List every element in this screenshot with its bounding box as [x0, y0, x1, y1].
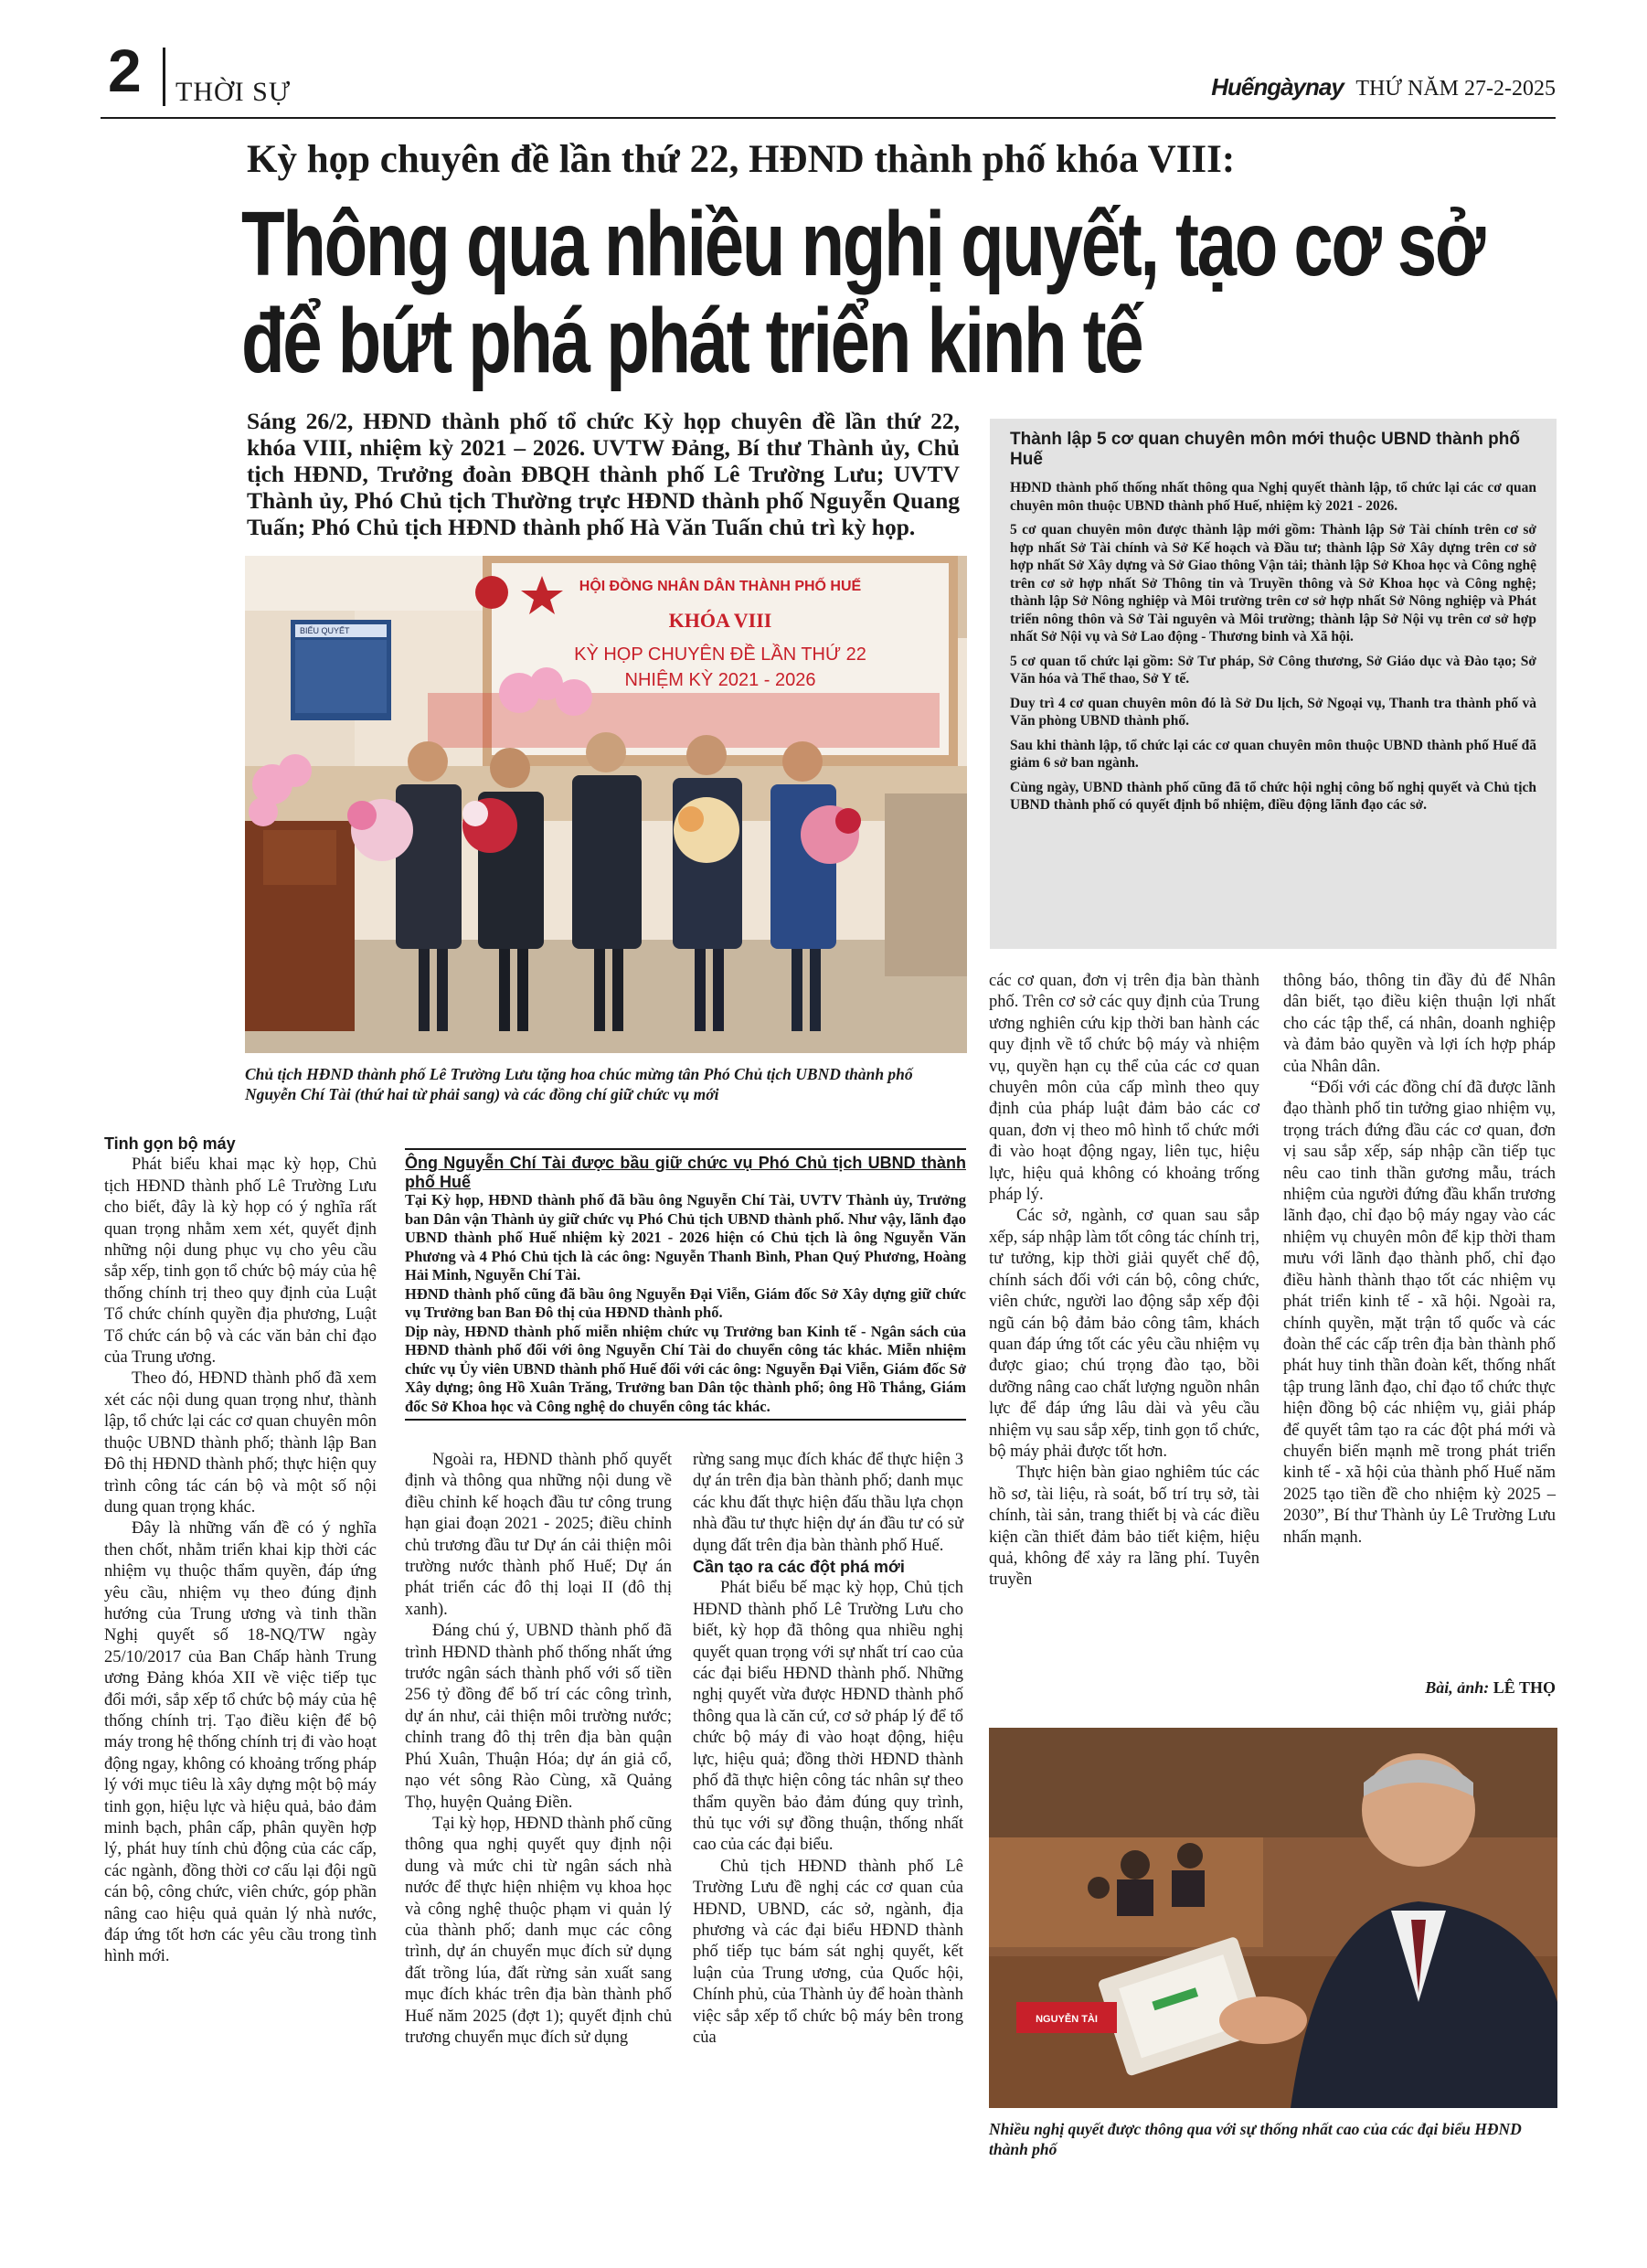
delegate-photo-illustration — [989, 1728, 1557, 2108]
board-line-4: NHIỆM KỲ 2021 - 2026 — [624, 670, 816, 690]
body-paragraph: Ngoài ra, HĐND thành phố quyết định và thông qua những nội dung về điều chỉnh kế hoạch đầu tư công trung hạn giai đoạn 2021 - 2025; điều chỉnh chủ trương đầu tư Dự án cải thiện môi trường nước thành phố Huế; Dự án phát triển các đô thị loại II (đô thị xanh). — [405, 1451, 672, 1619]
byline-author: LÊ THỌ — [1493, 1678, 1556, 1697]
screen-title: BIỂU QUYẾT — [300, 626, 350, 635]
masthead-right — [1211, 73, 1556, 101]
headline-line-2: để bứt phá phát triển kinh tế — [241, 290, 1142, 392]
sidebar-paragraph: 5 cơ quan tổ chức lại gồm: Sở Tư pháp, Sở Công thương, Sở Giáo dục và Đào tạo; Sở Văn hóa và Thể thao, Sở Y tế. — [1010, 653, 1536, 687]
sidebar-paragraph: 5 cơ quan chuyên môn được thành lập mới gồm: Thành lập Sở Tài chính trên cơ sở hợp nhất Sở Tài chính và Sở Kế hoạch và Đầu tư; thành lập Sở Xây dựng trên cơ sở hợp nhất Sở Xây dựng và Sở Giao thông Vận tải; thành lập Sở Khoa học và Công nghệ trên cơ sở hợp nhất Sở Thông tin và Truyền thông và Sở Khoa học và Công nghệ; thành lập Sở Nông nghiệp và Môi trường trên cơ sở hợp nhất Sở Nông nghiệp và Phát triển nông thôn và Sở Tài nguyên và Môi trường; thành lập Sở Nội vụ trên cơ sở hợp nhất Sở Nội vụ và Sở Lao động - Thương binh và Xã hội. — [1010, 522, 1536, 644]
sidebar-paragraph: HĐND thành phố thống nhất thông qua Nghị quyết thành lập, tổ chức lại các cơ quan chuyên môn thuộc UBND thành phố Huế, nhiệm kỳ 2021 - 2026. — [1010, 480, 1536, 514]
body-paragraph: Chủ tịch HĐND thành phố Lê Trường Lưu đề nghị các cơ quan của HĐND, UBND, các sở, ngành, địa phương và các đại biểu HĐND thành phố tiếp tục bám sát nghị quyết, kết luận của Trung ương, của Quốc hội, Chính phủ, của Thành ủy để hoàn thành việc sắp xếp tổ chức bộ máy bên trong của — [693, 1857, 963, 2047]
photo-caption-2: Nhiều nghị quyết được thông qua với sự thống nhất cao của các đại biểu HĐND thành phố — [989, 2120, 1522, 2158]
brand-logo: Huếngàynay — [1211, 73, 1344, 101]
page-number: 2 — [108, 37, 142, 104]
column-2 — [405, 1450, 672, 2049]
delegate-photo — [989, 1728, 1557, 2108]
boxout-top-rule — [405, 1148, 966, 1150]
column-1 — [104, 1134, 377, 1968]
board-line-3: KỲ HỌP CHUYÊN ĐỀ LẦN THỨ 22 — [574, 644, 866, 665]
body-paragraph: Đây là những vấn đề có ý nghĩa then chốt, nhằm triển khai kịp thời các nhiệm vụ thuộc thẩm quyền, đáp ứng yêu cầu, nhiệm vụ theo đúng định hướng của Trung ương và tinh thần Nghị quyết số 18-NQ/TW ngày 25/10/2017 của Ban Chấp hành Trung ương Đảng khóa XII về việc tiếp tục đổi mới, sắp xếp tổ chức bộ máy của hệ thống chính trị. Tạo điều kiện để bộ máy trong hệ thống chính trị đi vào hoạt động ngay, không có khoảng trống pháp lý với mục tiêu là xây dựng một bộ máy tinh gọn, hiệu lực và hiệu quả, bảo đảm minh bạch, phân cấp, phân quyền hợp lý, phát huy tính chủ động của các cấp, các ngành, đồng thời cơ cấu lại đội ngũ cán bộ, công chức, viên chức, góp phần nâng cao hiệu quả quản lý nhà nước, đáp ứng tốt hơn các yêu cầu trong tình hình mới. — [104, 1519, 377, 1966]
body-paragraph: Thực hiện bàn giao nghiêm túc các hồ sơ, tài liệu, rà soát, bố trí trụ sở, tài chính, tài sản, trang thiết bị và các điều kiện cần thiết đảm bảo tiết kiệm, hiệu quả, không để xảy ra lãng phí. Tuyên truyền — [989, 1464, 1259, 1590]
boxout-paragraph: HĐND thành phố cũng đã bầu ông Nguyễn Đại Viễn, Giám đốc Sở Xây dựng giữ chức vụ Trưởng ban Ban Đô thị của HĐND thành phố. — [405, 1284, 966, 1321]
boxout — [405, 1154, 966, 1416]
ceremony-photo — [245, 556, 967, 1053]
article-lead: Sáng 26/2, HĐND thành phố tổ chức Kỳ họp chuyên đề lần thứ 22, khóa VIII, nhiệm kỳ 2021 – 2026. UVTW Đảng, Bí thư Thành ủy, Chủ tịch HĐND, Trưởng đoàn ĐBQH thành phố Lê Trường Lưu; UVTV Thành ủy, Phó Chủ tịch Thường trực HĐND thành phố Nguyễn Quang Tuấn; Phó Chủ tịch HĐND thành phố Hà Văn Tuấn chủ trì kỳ họp. — [247, 408, 960, 540]
headline-line-1: Thông qua nhiều nghị quyết, tạo cơ sở — [241, 193, 1483, 295]
board-line-1: HỘI ĐỒNG NHÂN DÂN THÀNH PHỐ HUẾ — [579, 579, 862, 594]
sidebar-title: Thành lập 5 cơ quan chuyên môn mới thuộc UBND thành phố Huế — [1010, 430, 1520, 469]
body-paragraph: rừng sang mục đích khác để thực hiện 3 dự án trên địa bàn thành phố; danh mục các khu đất thực hiện đấu thầu lựa chọn nhà đầu tư thực hiện dự án đầu tư có sử dụng đất trên địa bàn thành phố Huế. — [693, 1451, 963, 1555]
body-paragraph: Tại kỳ họp, HĐND thành phố cũng thông qua nghị quyết quy định nội dung và mức chi từ ngân sách nhà nước để thực hiện nhiệm vụ khoa học và công nghệ thuộc phạm vi quản lý của thành phố; danh mục các công trình, dự án chuyển mục đích sử dụng đất trồng lúa, đất rừng sản xuất sang mục đích khác trên địa bàn thành phố Huế năm 2025 (đợt 1); quyết định chủ trương chuyển mục đích sử dụng — [405, 1814, 672, 2047]
column-4 — [989, 971, 1259, 1592]
boxout-bottom-rule — [405, 1419, 966, 1421]
body-paragraph: Phát biểu bế mạc kỳ họp, Chủ tịch HĐND thành phố Lê Trường Lưu cho biết, kỳ họp đã thông qua nhiều nghị quyết quan trọng với sự nhất trí cao của các đại biểu HĐND thành phố. Những nghị quyết vừa được HĐND thành phố thông qua là căn cứ, cơ sở pháp lý để tổ chức bộ máy đi vào hoạt động, hiệu lực, hiệu quả; đồng thời HĐND thành phố đã thực hiện công tác nhân sự theo thẩm quyền bảo đảm đúng quy trình, thủ tục với sự đồng thuận, thống nhất cao của các đại biểu. — [693, 1579, 963, 1855]
column-3 — [693, 1450, 963, 2049]
board-line-2: KHÓA VIII — [668, 609, 772, 632]
sidebar-paragraph: Sau khi thành lập, tổ chức lại các cơ quan chuyên môn thuộc UBND thành phố Huế đã giảm 6 sở ban ngành. — [1010, 737, 1536, 771]
subhead-1: Tinh gọn bộ máy — [104, 1134, 236, 1153]
header-rule — [101, 117, 1556, 119]
body-paragraph: Đáng chú ý, UBND thành phố đã trình HĐND thành phố thống nhất ứng trước ngân sách thành phố với số tiền 256 tỷ đồng để bố trí các công trình, dự án như, cải thiện môi trường nước; chỉnh trang đô thị trên địa bàn quận Phú Xuân, Thuận Hóa; dự án giả cổ, nạo vét sông Rào Cùng, xã Quảng Thọ, huyện Quảng Điền. — [405, 1622, 672, 1812]
body-paragraph: Theo đó, HĐND thành phố đã xem xét các nội dung quan trọng như, thành lập, tổ chức lại các cơ quan chuyên môn thuộc UBND thành phố; thành lập Ban Đô thị HĐND thành phố; thực hiện quy trình công tác cán bộ và một số nội dung quan trọng khác. — [104, 1369, 377, 1517]
body-paragraph: Các sở, ngành, cơ quan sau sắp xếp, sáp nhập làm tốt công tác chính trị, tư tưởng, kịp thời giải quyết chế độ, chính sách đối với cán bộ, công chức, viên chức, người lao động sắp xếp đội ngũ cán bộ đảm bảo công tâm, khách quan đáp ứng tốt các yêu cầu nhiệm vụ được giao; chú trọng đào tạo, bồi dưỡng nâng cao chất lượng nguồn nhân lực để đáp ứng lâu dài và yêu cầu nhiệm vụ sau sắp xếp, tinh gọn tổ chức, bộ máy phải được tốt hơn. — [989, 1207, 1259, 1461]
article-headline — [241, 193, 1483, 392]
boxout-title: Ông Nguyễn Chí Tài được bầu giữ chức vụ Phó Chủ tịch UBND thành phố Huế — [405, 1154, 966, 1191]
boxout-paragraph: Dịp này, HĐND thành phố miễn nhiệm chức vụ Trưởng ban Kinh tế - Ngân sách của HĐND thành phố đối với ông Nguyễn Chí Tài do chuyển công tác khác. Miễn nhiệm chức vụ Ủy viên UBND thành phố Huế đối với các ông: Nguyễn Đại Viễn, Giám đốc Sở Xây dựng; ông Hồ Xuân Trăng, Trưởng ban Dân tộc thành phố; ông Hồ Thắng, Giám đốc Sở Khoa học và Công nghệ do chuyển công tác khác. — [405, 1322, 966, 1415]
article-kicker: Kỳ họp chuyên đề lần thứ 22, HĐND thành phố khóa VIII: — [247, 138, 1236, 181]
byline-label: Bài, ảnh: — [1425, 1678, 1493, 1697]
header-divider — [163, 48, 165, 106]
ceremony-photo-illustration — [245, 556, 967, 1053]
body-paragraph: các cơ quan, đơn vị trên địa bàn thành phố. Trên cơ sở các quy định của Trung ương nghiên cứu kịp thời ban hành các quy định về tổ chức bộ máy và nhiệm vụ, quyền hạn cụ thể của các cơ quan chuyên môn của cấp mình theo quy định của pháp luật đảm bảo các cơ quan, đơn vị theo mô hình tổ chức mới đi vào hoạt động ngay, liên tục, hiệu lực, hiệu quả không có khoảng trống pháp lý. — [989, 972, 1259, 1205]
photo-caption-1: Chủ tịch HĐND thành phố Lê Trường Lưu tặng hoa chúc mừng tân Phó Chủ tịch UBND thành phố Nguyễn Chí Tài (thứ hai từ phải sang) và các đồng chí giữ chức vụ mới — [245, 1065, 913, 1103]
body-paragraph: Phát biểu khai mạc kỳ họp, Chủ tịch HĐND thành phố Lê Trường Lưu cho biết, đây là kỳ họp có ý nghĩa rất quan trọng nhằm xem xét, quyết định những nội dung phục vụ cho yêu cầu sắp xếp, tinh gọn tổ chức bộ máy của hệ thống chính trị theo quy định của Luật Tổ chức chính quyền địa phương, Luật Tổ chức cán bộ và các văn bản chỉ đạo của Trung ương. — [104, 1155, 377, 1368]
sidebar-box — [990, 419, 1557, 949]
sidebar-paragraph: Cùng ngày, UBND thành phố cũng đã tổ chức hội nghị công bố nghị quyết và Chủ tịch UBND thành phố có quyết định bổ nhiệm, điều động lãnh đạo các sở. — [1010, 779, 1536, 813]
body-paragraph: thông báo, thông tin đầy đủ để Nhân dân biết, tạo điều kiện thuận lợi nhất cho các tập thể, cá nhân, doanh nghiệp và đảm bảo quyền và lợi ích hợp pháp của Nhân dân. — [1283, 972, 1556, 1076]
section-label: THỜI SỰ — [175, 77, 292, 107]
column-5 — [1283, 971, 1556, 1549]
byline — [1425, 1678, 1556, 1698]
boxout-paragraph: Tại Kỳ họp, HĐND thành phố đã bầu ông Nguyễn Chí Tài, UVTV Thành ủy, Trưởng ban Dân vận Thành ủy giữ chức vụ Phó Chủ tịch UBND thành phố. Như vậy, lãnh đạo UBND thành phố Huế nhiệm kỳ 2021 - 2026 hiện có Chủ tịch là ông Nguyễn Văn Phương và 4 Phó Chủ tịch là các ông: Nguyễn Thanh Bình, Phan Quý Phương, Hoàng Hải Minh, Nguyễn Chí Tài. — [405, 1191, 966, 1283]
name-plate: NGUYỄN TÀI — [1036, 2014, 1098, 2025]
body-paragraph: “Đối với các đồng chí đã được lãnh đạo thành phố tin tưởng giao nhiệm vụ, trọng trách đứng đầu các cơ quan, đơn vị sau sắp xếp, sáp nhập cần tiếp tục nêu cao tinh thần gương mẫu, trách nhiệm của người đứng đầu khẩn trương lãnh đạo, chỉ đạo bộ máy ngay vào các nhiệm vụ chuyên môn để kịp thời tham mưu với lãnh đạo thành phố, chỉ đạo điều hành thành thạo tốt các nhiệm vụ phát triển kinh tế - xã hội. Ngoài ra, chính quyền, mặt trận tổ quốc và các đoàn thể các cấp trên địa bàn thành phố phát huy tinh thần đoàn kết, thống nhất tập trung lãnh đạo, chỉ đạo tổ chức thực hiện đồng bộ các nhiệm vụ, giải pháp để quyết tâm tạo ra các đột phá mới và chuyển biến mạnh mẽ trong phát triển kinh tế - xã hội của thành phố Huế năm 2025 tạo tiền đề cho nhiệm kỳ 2025 – 2030”, Bí thư Thành ủy Lê Trường Lưu nhấn mạnh. — [1283, 1079, 1556, 1547]
issue-date: THỨ NĂM 27-2-2025 — [1355, 77, 1556, 101]
sidebar-paragraph: Duy trì 4 cơ quan chuyên môn đó là Sở Du lịch, Sở Ngoại vụ, Thanh tra thành phố và Văn phòng UBND thành phố. — [1010, 695, 1536, 729]
subhead-2: Cần tạo ra các đột phá mới — [693, 1558, 905, 1577]
